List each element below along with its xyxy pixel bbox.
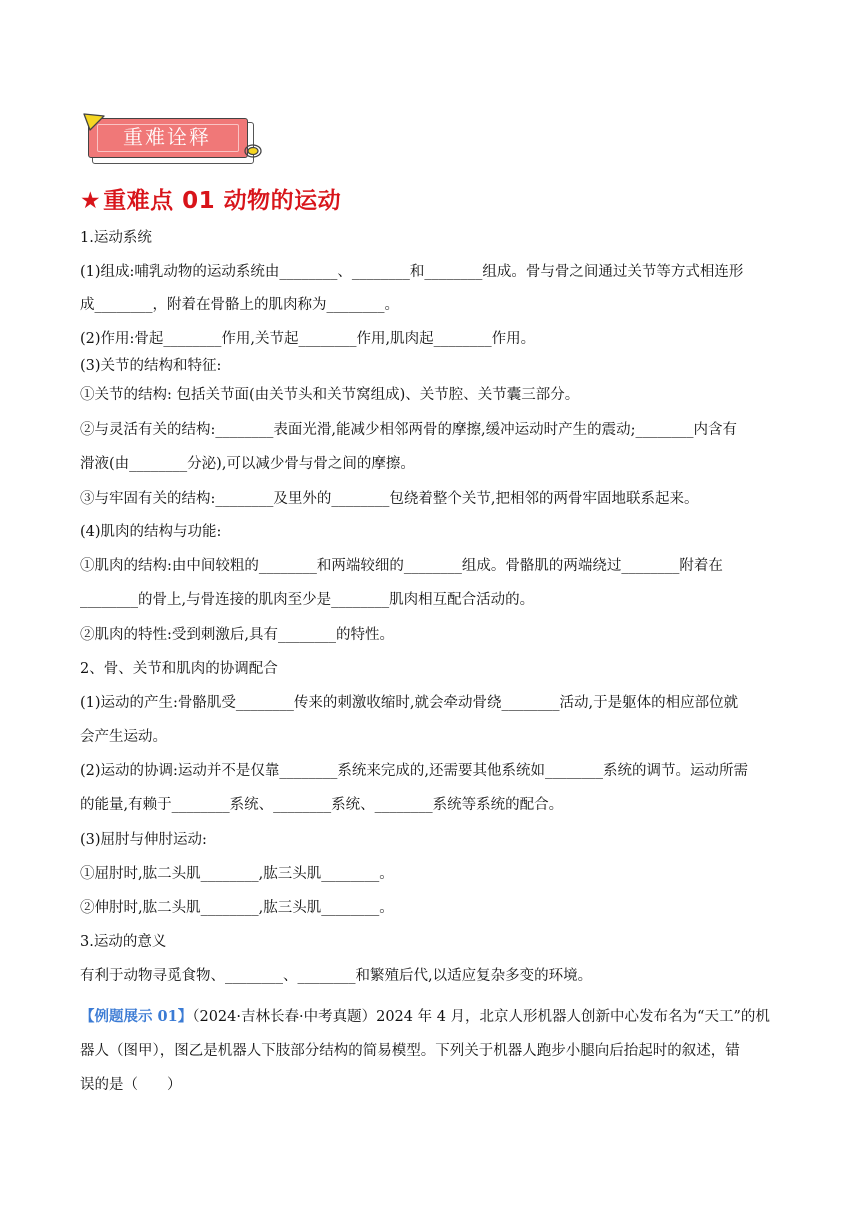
example-line: 误的是（ ） — [80, 1077, 182, 1093]
text-line: (1)运动的产生:骨骼肌受________传来的刺激收缩时,就会牵动骨绕________活动,于是躯体的相应部位就 — [80, 695, 739, 711]
text-line: ③与牢固有关的结构:________及里外的________包绕着整个关节,把相邻的两骨牢固地联系起来。 — [80, 491, 699, 507]
coil-icon — [242, 142, 264, 160]
example-line: 器人（图甲），图乙是机器人下肢部分结构的简易模型。下列关于机器人跑步小腿向后抬起时的叙述，错 — [80, 1043, 740, 1059]
text-line: (2)作用:骨起________作用,关节起________作用,肌肉起________作用。 — [80, 331, 536, 347]
badge-label: 重难诠释 — [123, 125, 211, 149]
text-line: 有利于动物寻觅食物、________、________和繁殖后代,以适应复杂多变的环境。 — [80, 968, 593, 984]
flag-icon — [82, 112, 106, 134]
heading-title: 重难点 01 动物的运动 — [103, 188, 342, 214]
text-line: (1)组成:哺乳动物的运动系统由________、________和________组成。骨与骨之间通过关节等方式相连形 — [80, 264, 744, 280]
text-line: ________的骨上,与骨连接的肌肉至少是________肌肉相互配合活动的。 — [80, 592, 535, 608]
example-line — [80, 1008, 770, 1026]
text-line: 1.运动系统 — [80, 230, 152, 246]
text-line: ②伸肘时,肱二头肌________,肱三头肌________。 — [80, 900, 394, 916]
text-line: ①屈肘时,肱二头肌________,肱三头肌________。 — [80, 866, 394, 882]
text-line: 会产生运动。 — [80, 729, 167, 745]
example-label: 【例题展示 01】 — [80, 1008, 193, 1025]
text-line: 的能量,有赖于________系统、________系统、________系统等系统的配合。 — [80, 797, 564, 813]
text-line: 滑液(由________分泌),可以减少骨与骨之间的摩擦。 — [80, 456, 415, 472]
example-text: （2024·吉林长春·中考真题）2024 年 4 月，北京人形机器人创新中心发布名为“天工”的机 — [192, 1009, 770, 1025]
star-icon: ★ — [80, 188, 102, 214]
section-badge — [84, 114, 264, 166]
section-heading — [80, 182, 341, 215]
text-line: 2、骨、关节和肌肉的协调配合 — [80, 661, 278, 677]
text-line: (3)屈肘与伸肘运动: — [80, 832, 207, 848]
text-line: ①肌肉的结构:由中间较粗的________和两端较细的________组成。骨骼肌的两端绕过________附着在 — [80, 558, 723, 574]
text-line: ②肌肉的特性:受到刺激后,具有________的特性。 — [80, 627, 394, 643]
text-line: (3)关节的结构和特征: — [80, 358, 222, 374]
text-line: (2)运动的协调:运动并不是仅靠________系统来完成的,还需要其他系统如________系统的调节。运动所需 — [80, 763, 749, 779]
text-line: 3.运动的意义 — [80, 934, 167, 950]
text-line: ①关节的结构: 包括关节面(由关节头和关节窝组成)、关节腔、关节囊三部分。 — [80, 387, 580, 403]
text-line: 成________，附着在骨骼上的肌肉称为________。 — [80, 297, 399, 313]
text-line: (4)肌肉的结构与功能: — [80, 524, 222, 540]
text-line: ②与灵活有关的结构:________表面光滑,能减少相邻两骨的摩擦,缓冲运动时产生的震动;________内含有 — [80, 422, 737, 438]
